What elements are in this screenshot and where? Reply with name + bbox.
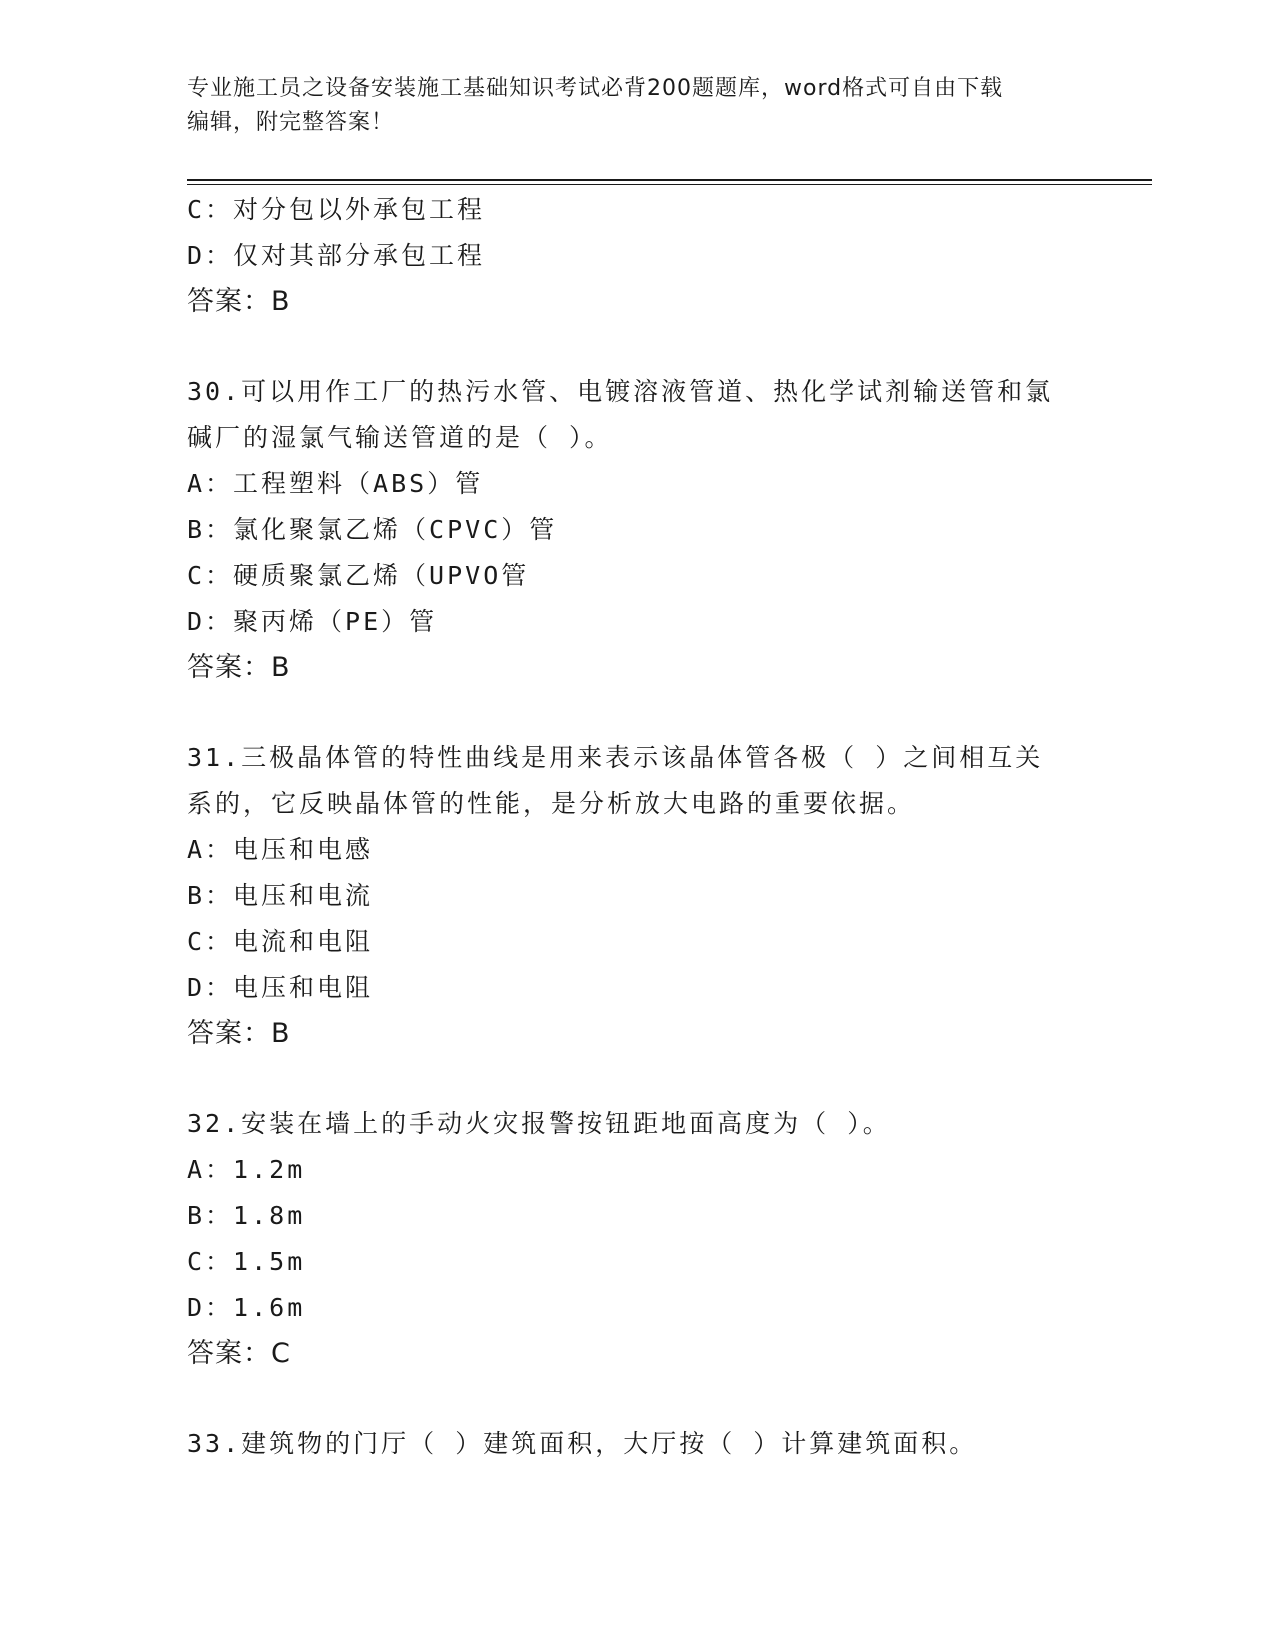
answer-line: 答案：B xyxy=(187,1018,291,1049)
option-d: D：仅对其部分承包工程 xyxy=(187,241,486,270)
option-a: A：工程塑料（ABS）管 xyxy=(187,469,484,498)
header-title-line-2: 编辑，附完整答案！ xyxy=(187,110,395,135)
option-d: D：聚丙烯（PE）管 xyxy=(187,607,438,636)
option-a: A：电压和电感 xyxy=(187,835,374,864)
question-stem-line-2: 系的，它反映晶体管的性能，是分析放大电路的重要依据。 xyxy=(187,789,916,818)
option-d: D：电压和电阻 xyxy=(187,973,374,1002)
option-c: C：硬质聚氯乙烯（UPVO管 xyxy=(187,561,530,590)
answer-line: 答案：B xyxy=(187,286,291,317)
question-30 xyxy=(187,369,1087,691)
option-b: B：电压和电流 xyxy=(187,881,374,910)
question-continued xyxy=(187,187,1087,325)
question-stem-line-1: 33.建筑物的门厅（ ）建筑面积，大厅按（ ）计算建筑面积。 xyxy=(187,1429,978,1458)
question-31 xyxy=(187,735,1087,1057)
question-list xyxy=(187,187,1087,1467)
question-stem-line-1: 30.可以用作工厂的热污水管、电镀溶液管道、热化学试剂输送管和氯 xyxy=(187,377,1054,406)
header-divider-thin xyxy=(187,184,1152,185)
option-c: C：对分包以外承包工程 xyxy=(187,195,486,224)
option-d: D：1.6m xyxy=(187,1293,306,1322)
answer-line: 答案：B xyxy=(187,652,291,683)
question-33 xyxy=(187,1421,1087,1467)
answer-line: 答案：C xyxy=(187,1338,291,1369)
option-c: C：1.5m xyxy=(187,1247,306,1276)
header-divider-thick xyxy=(187,179,1152,181)
option-c: C：电流和电阻 xyxy=(187,927,374,956)
question-stem-line-1: 31.三极晶体管的特性曲线是用来表示该晶体管各极（ ）之间相互关 xyxy=(187,743,1044,772)
option-b: B：氯化聚氯乙烯（CPVC）管 xyxy=(187,515,558,544)
option-a: A：1.2m xyxy=(187,1155,306,1184)
question-32 xyxy=(187,1101,1087,1377)
header-title-line-1: 专业施工员之设备安装施工基础知识考试必背200题题库，word格式可自由下载 xyxy=(187,76,1004,101)
page-header xyxy=(187,72,1087,140)
option-b: B：1.8m xyxy=(187,1201,306,1230)
question-stem-line-2: 碱厂的湿氯气输送管道的是（ ）。 xyxy=(187,423,613,452)
question-stem-line-1: 32.安装在墙上的手动火灾报警按钮距地面高度为（ ）。 xyxy=(187,1109,891,1138)
